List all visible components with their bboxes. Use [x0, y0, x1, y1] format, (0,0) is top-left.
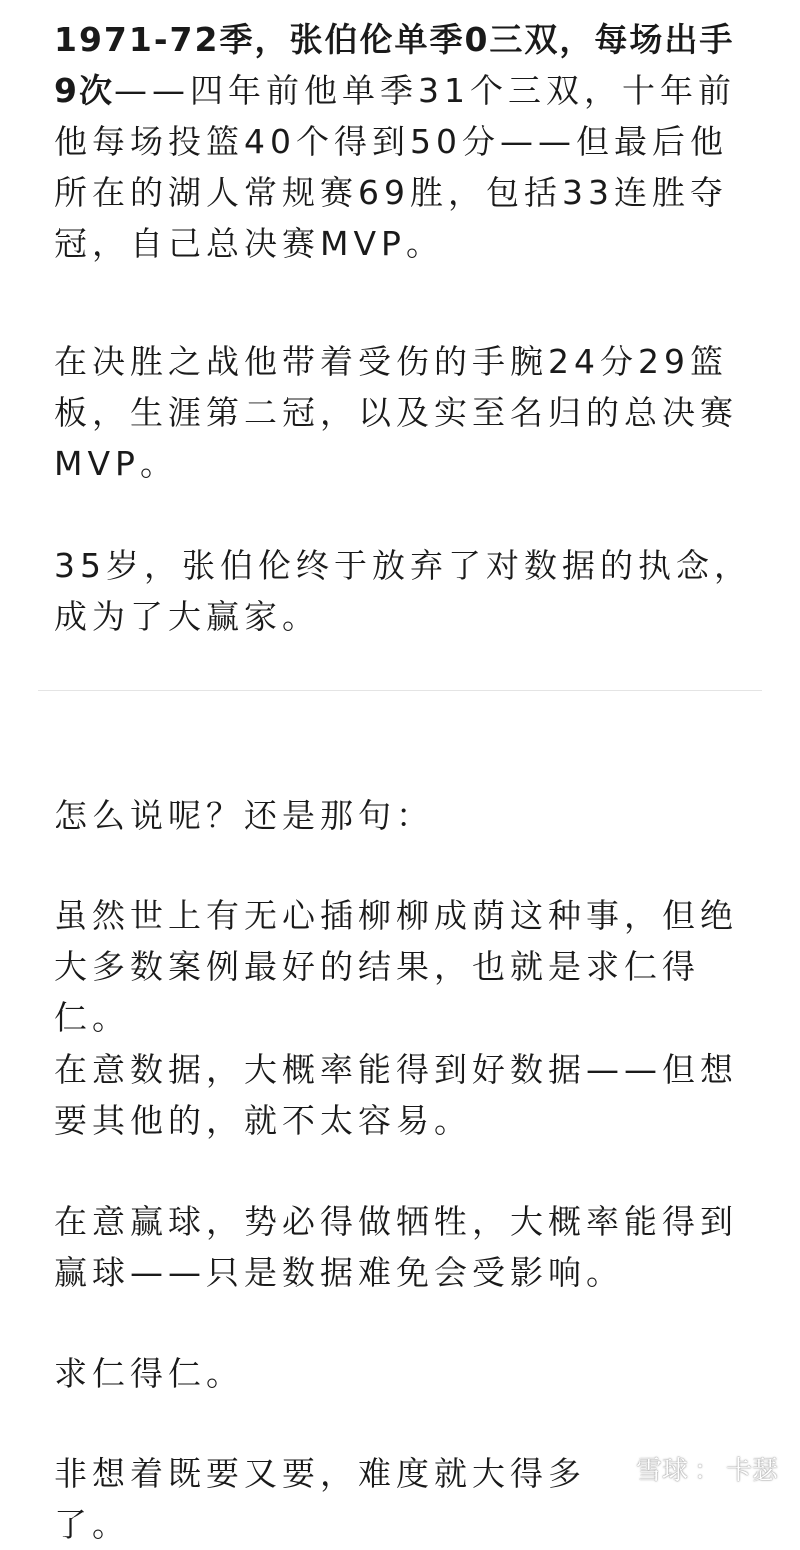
paragraph-8: 求仁得仁。 — [54, 1354, 244, 1393]
paragraph-1-rest: ——四年前他单季31个三双，十年前他每场投篮40个得到50分——但最后他所在的湖人常规赛69胜，包括33连胜夺冠，自己总决赛MVP。 — [54, 71, 736, 263]
paragraph-5: 虽然世上有无心插柳柳成荫这种事，但绝大多数案例最好的结果，也就是求仁得仁。 — [54, 896, 738, 1037]
xueqiu-watermark — [604, 1450, 778, 1487]
watermark-author: 卡瑟 — [725, 1456, 778, 1486]
paragraph-1-bold-lead: 1971-72季，张伯伦单季0三双，每场出手9次 — [54, 20, 735, 110]
paragraph-4: 怎么说呢？还是那句： — [54, 796, 434, 835]
paragraph-3: 35岁，张伯伦终于放弃了对数据的执念，成为了大赢家。 — [54, 546, 752, 636]
paragraph-6: 在意数据，大概率能得到好数据——但想要其他的，就不太容易。 — [54, 1050, 738, 1140]
section-divider — [38, 690, 762, 691]
paragraph-7: 在意赢球，势必得做牺牲，大概率能得到赢球——只是数据难免会受影响。 — [54, 1202, 738, 1292]
watermark-separator: ： — [693, 1456, 720, 1486]
watermark-brand: 雪球 — [635, 1456, 688, 1486]
xueqiu-logo-icon — [604, 1456, 630, 1482]
paragraph-1 — [54, 14, 754, 269]
paragraph-9: 非想着既要又要，难度就大得多了。 — [54, 1454, 586, 1544]
paragraph-2: 在决胜之战他带着受伤的手腕24分29篮板，生涯第二冠，以及实至名归的总决赛MVP。 — [54, 342, 738, 483]
